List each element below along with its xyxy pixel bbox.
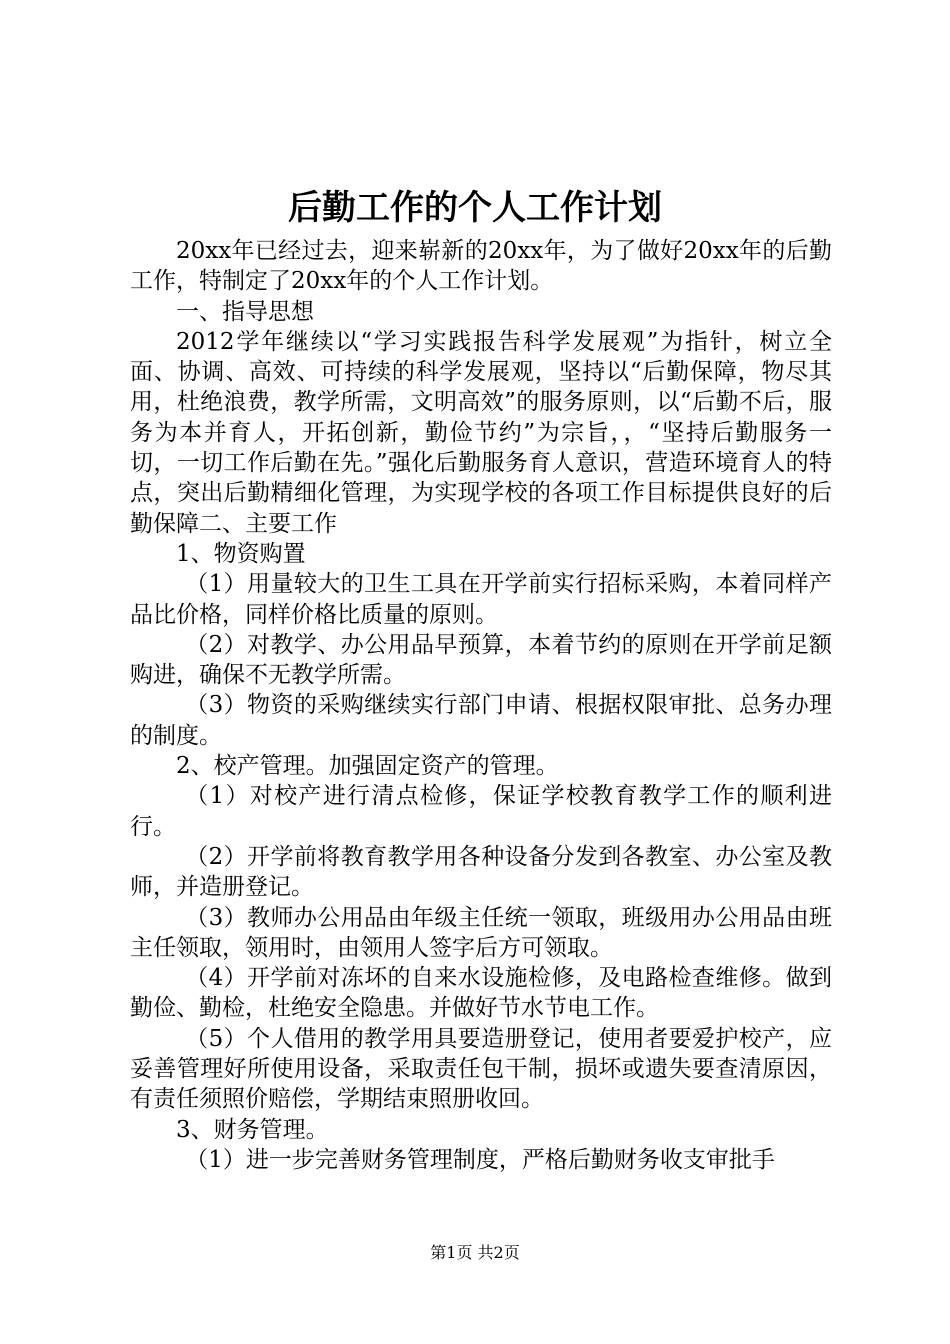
section-heading-guiding-thought: 一、指导思想 bbox=[176, 298, 314, 325]
list-item: （3）教师办公用品由年级主任统一领取，班级用办公用品由班主任领取，领用时，由领用人签字后方可领取。 bbox=[130, 904, 832, 961]
subsection-heading-finance: 3、财务管理。 bbox=[176, 1116, 329, 1143]
list-item: （2）开学前将教育教学用各种设备分发到各教室、办公室及教师，并造册登记。 bbox=[130, 843, 832, 901]
list-item: （2）对教学、办公用品早预算，本着节约的原则在开学前足额购进，确保不无教学所需。 bbox=[130, 631, 832, 689]
intro-paragraph: 20xx年已经过去，迎来崭新的20xx年，为了做好20xx年的后勤工作，特制定了20xx年的个人工作计划。 bbox=[130, 238, 832, 295]
document-title: 后勤工作的个人工作计划 bbox=[288, 188, 662, 228]
document-body bbox=[130, 236, 832, 1175]
page-footer: 第1页 共2页 bbox=[430, 1243, 520, 1262]
list-item: （5）个人借用的教学用具要造册登记，使用者要爱护校产，应妥善管理好所使用设备，采取责任包干制，损坏或遗失要查清原因，有责任须照价赔偿，学期结束照册收回。 bbox=[130, 1025, 832, 1113]
guiding-thought-paragraph: 2012学年继续以“学习实践报告科学发展观”为指针，树立全面、协调、高效、可持续的科学发展观，坚持以“后勤保障，物尽其用，杜绝浪费，教学所需，文明高效”的服务原则，以“后勤不后，服务为本并育人，开拓创新，勤俭节约”为宗旨，，“坚持后勤服务一切，一切工作后勤在先。”强化后勤服务育人意识，营造环境育人的特点，突出后勤精细化管理，为实现学校的各项工作目标提供良好的后勤保障二、主要工作 bbox=[130, 328, 832, 537]
list-item: （3）物资的采购继续实行部门申请、根据权限审批、总务办理的制度。 bbox=[130, 692, 832, 749]
subsection-heading-material-purchase: 1、物资购置 bbox=[176, 540, 306, 567]
list-item: （4）开学前对冻坏的自来水设施检修，及电路检查维修。做到勤俭、勤检，杜绝安全隐患。并做好节水节电工作。 bbox=[130, 965, 832, 1022]
list-item: （1）进一步完善财务管理制度，严格后勤财务收支审批手 bbox=[185, 1146, 775, 1173]
list-item: （1）对校产进行清点检修，保证学校教育教学工作的顺利进行。 bbox=[130, 783, 832, 840]
list-item: （1）用量较大的卫生工具在开学前实行招标采购，本着同样产品比价格，同样价格比质量的原则。 bbox=[130, 571, 832, 628]
subsection-heading-school-property: 2、校产管理。加强固定资产的管理。 bbox=[176, 753, 559, 780]
